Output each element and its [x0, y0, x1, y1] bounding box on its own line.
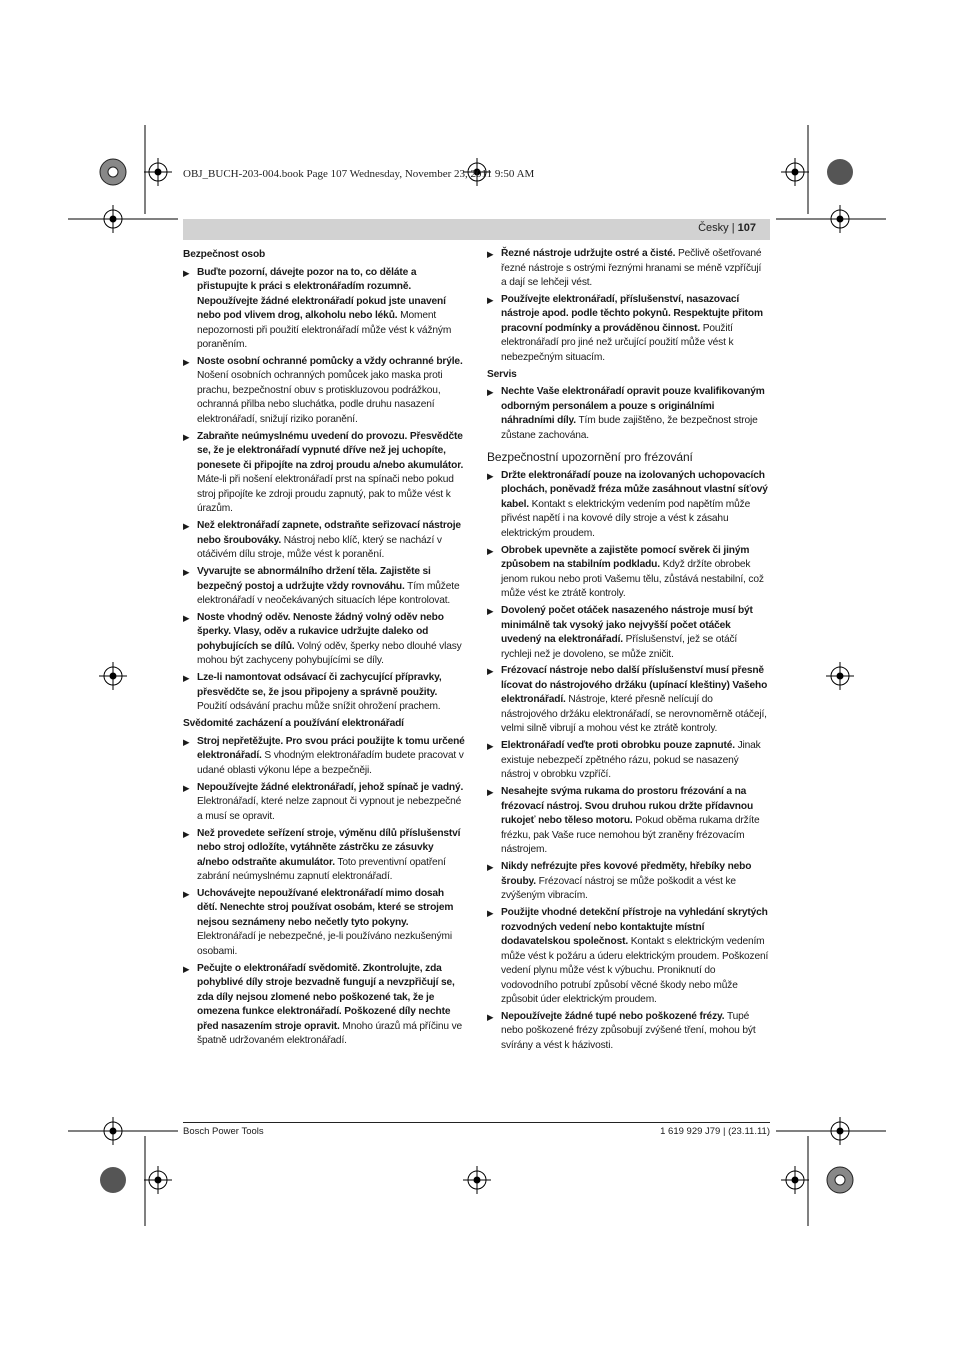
instruction-bold: Než elektronářadí zapnete, odstraňte seřizovací nástroje nebo šroubováky. [197, 520, 461, 546]
safety-instruction [183, 355, 465, 428]
right-column [487, 247, 769, 1056]
bullet-arrow-icon: ▶ [183, 828, 190, 839]
instruction-bold: Noste osobní ochranné pomůcky a vždy ochranné brýle. [197, 355, 463, 367]
instruction-text: Příslušenství, jež se otáčí rychleji než je dovoleno, se může zničit. [501, 634, 738, 660]
instruction-bold: Lze-li namontovat odsávací či zachycující přípravky, přesvědčte se, že jsou připojeny a správně použity. [197, 672, 442, 698]
bullet-arrow-icon: ▶ [183, 521, 190, 532]
instruction-bold: Nikdy nefrézujte přes kovové předměty, hřebíky nebo šrouby. [501, 861, 752, 887]
safety-instruction [487, 860, 769, 904]
header-language: Česky [698, 222, 729, 234]
instruction-bold: Nesahejte svýma rukama do prostoru frézování a na frézovací nástroj. Svou druhou rukou držte přídavnou rukojeť nebo těleso motoru. [501, 786, 754, 827]
instruction-bold: Buďte pozorní, dávejte pozor na to, co děláte a přistupujte k práci s elektronářadím rozumně. Nepoužívejte žádné elektronářadí pokud jste unavení nebo pod vlivem drog, alkoholu nebo léků. [197, 266, 446, 321]
footer-brand: Bosch Power Tools [183, 1126, 264, 1137]
safety-instruction [183, 519, 465, 563]
safety-instruction [487, 247, 769, 291]
header-separator: | [731, 222, 735, 234]
instruction-text: Kontakt s elektrickým vedením pod napětím může přivést napětí i na kovové díly stroje a vést k zásahu elektrickým proudem. [501, 498, 751, 539]
instruction-text: Tím bude zajištěno, že bezpečnost stroje zůstane zachována. [501, 415, 758, 441]
safety-instruction [487, 739, 769, 783]
instruction-text: Tupé nebo poškozené frézy způsobují zvýšené tření, mohou být svírány a vést k házivosti. [501, 1010, 756, 1051]
instruction-bold: Řezné nástroje udržujte ostré a čisté. [501, 248, 676, 259]
bullet-arrow-icon: ▶ [487, 606, 494, 617]
bullet-arrow-icon: ▶ [183, 782, 190, 793]
left-column [183, 247, 465, 1051]
safety-instruction [487, 785, 769, 858]
bullet-arrow-icon: ▶ [183, 963, 190, 974]
section-heading: Svědomité zacházení a používání elektronářadí [183, 718, 404, 730]
instruction-bold: Nechte Vaše elektronářadí opravit pouze kvalifikovaným odborným personálem a pouze s originálními náhradními díly. [501, 386, 765, 427]
bullet-arrow-icon: ▶ [487, 908, 494, 919]
instruction-text: Toto preventivní opatření zabrání neúmyslnému zapnutí elektronářadí. [197, 856, 446, 883]
bullet-arrow-icon: ▶ [183, 888, 190, 899]
section-heading: Bezpečnostní upozornění pro frézování [487, 450, 693, 465]
instruction-bold: Zabraňte neúmyslnému uvedení do provozu. Přesvědčte se, že je elektronářadí vypnuté dříve než jej uchopíte, ponesete či připojíte na zdroj proudu a/nebo akumulátor. [197, 430, 464, 471]
instruction-bold: Frézovací nástroje nebo další příslušenství musí přesně lícovat do nástrojového držáku (upínací kleštiny) Vašeho elektronářadí. [501, 665, 768, 706]
bullet-arrow-icon: ▶ [487, 470, 494, 481]
section-heading: Servis [487, 368, 517, 380]
bullet-arrow-icon: ▶ [487, 787, 494, 798]
safety-instruction [487, 293, 769, 366]
safety-instruction [487, 604, 769, 662]
instruction-text: Nošení osobních ochranných pomůcek jako maska proti prachu, bezpečnostní obuv s protiskluzovou podrážkou, ochranná přilba nebo sluchátka, podle druhu nasazení elektronářadí, snižují riziko poranění. [197, 370, 443, 425]
instruction-bold: Než provedete seřízení stroje, výměnu dílů příslušenství nebo stroj odložíte, vytáhněte zástrčku ze zásuvky a/nebo odstraňte akumulátor. [197, 827, 461, 868]
safety-instruction [183, 781, 465, 825]
instruction-text: Jinak existuje nebezpečí zpětného rázu, pokud se nasazený nástroj v obrobku vzpříčí. [501, 740, 761, 781]
page-number: 107 [737, 222, 756, 234]
instruction-text: Pokud oběma rukama držíte frézku, pak Vaše ruce nemohou být zraněny frézovacím nástrojem. [501, 815, 760, 856]
bullet-arrow-icon: ▶ [487, 741, 494, 752]
bullet-arrow-icon: ▶ [183, 267, 190, 278]
bullet-arrow-icon: ▶ [183, 567, 190, 578]
section-heading: Bezpečnost osob [183, 249, 266, 260]
instruction-text: Nástroje, které přesně nelícují do nástrojového držáku elektronářadí, se nerovnoměrně otáčejí, velmi silně vibrují a mohou vést ke ztrátě kontroly. [501, 694, 767, 735]
footer-rule [183, 1122, 770, 1123]
bullet-arrow-icon: ▶ [487, 666, 494, 677]
instruction-bold: Stroj nepřetěžujte. Pro svou práci použijte k tomu určené elektronářadí. [197, 735, 465, 762]
bullet-arrow-icon: ▶ [183, 673, 190, 684]
instruction-text: S vhodným elektronářadím budete pracovat v udané oblasti výkonu lépe a bezpečněji. [197, 750, 464, 776]
instruction-bold: Obrobek upevněte a zajistěte pomocí svěrek či jiným způsobem na stabilním podkladu. [501, 544, 750, 571]
instruction-text: Nástroj nebo klíč, který se nachází v otáčivém dílu stroje, může vést k poranění. [197, 534, 442, 561]
instruction-text: Máte-li při nošení elektronářadí prst na spínači nebo pokud stroj připojíte ke zdroji proudu zapnutý, pak to může vést k úrazům. [197, 474, 454, 515]
instruction-bold: Držte elektronářadí pouze na izolovaných uchopovacích plochách, poněvadž fréza může zasáhnout vlastní síťový kabel. [501, 469, 768, 510]
instruction-text: Elektronářadí je nebezpečné, je-li používáno nezkušenými osobami. [197, 931, 452, 957]
instruction-text: Tím můžete elektronářadí v neočekávaných situacích lépe kontrolovat. [197, 580, 460, 607]
bullet-arrow-icon: ▶ [487, 249, 494, 259]
instruction-bold: Noste vhodný oděv. Nenoste žádný volný oděv nebo šperky. Vlasy, oděv a rukavice udržujte daleko od pohybujících se dílů. [197, 611, 444, 652]
instruction-text: Pečlivě ošetřované řezné nástroje s ostrými řeznými hranami se méně vzpříčují a dají se lehčeji vést. [501, 248, 762, 288]
safety-instruction [183, 827, 465, 885]
safety-instruction [183, 565, 465, 609]
bullet-arrow-icon: ▶ [183, 612, 190, 623]
safety-instruction [487, 469, 769, 542]
safety-instruction [183, 266, 465, 353]
safety-instruction [183, 430, 465, 517]
instruction-text: Volný oděv, šperky nebo dlouhé vlasy mohou být zachyceny pohybujícími se díly. [197, 640, 462, 667]
bullet-arrow-icon: ▶ [487, 862, 494, 873]
instruction-bold: Nepoužívejte žádné elektronářadí, jehož spínač je vadný. [197, 781, 464, 793]
safety-instruction [183, 671, 465, 715]
safety-instruction [183, 611, 465, 669]
instruction-text: Moment nepozornosti při použití elektronářadí může vést k vážným poraněním. [197, 310, 452, 350]
bullet-arrow-icon: ▶ [487, 545, 494, 556]
safety-instruction [487, 544, 769, 602]
instruction-bold: Pečujte o elektronářadí svědomitě. Zkontrolujte, zda pohyblivé díly stroje bezvadně fungují a nevzpřičují se, zda díly nejsou zlomené nebo poškozené tak, že je omezena funkce elektronářadí. Poškozené díly nechte před nasazením stroje opravit. [197, 962, 455, 1032]
instruction-text: Frézovací nástroj se může poškodit a vést ke zvýšeným vibracím. [501, 875, 736, 902]
instruction-bold: Elektronářadí veďte proti obrobku pouze zapnuté. [501, 740, 735, 752]
safety-instruction [487, 385, 769, 443]
safety-instruction [487, 1010, 769, 1054]
instruction-text: Mnoho úrazů má příčinu ve špatně udržovaném elektronářadí. [197, 1020, 463, 1047]
page-header [183, 219, 770, 240]
bullet-arrow-icon: ▶ [183, 431, 190, 442]
instruction-text: Elektronářadí, které nelze zapnout či vypnout je nebezpečné a musí se opravit. [197, 796, 462, 822]
safety-instruction [183, 887, 465, 960]
safety-instruction [183, 962, 465, 1049]
bullet-arrow-icon: ▶ [183, 736, 190, 747]
instruction-text: Použití elektronářadí pro jiné než určující použití může vést k nebezpečným situacím. [501, 322, 734, 363]
instruction-text: Když držíte obrobek jenom rukou nebo proti Vašemu tělu, zůstává nestabilní, což může vést ke ztrátě kontroly. [501, 559, 764, 600]
bullet-arrow-icon: ▶ [183, 356, 190, 367]
safety-instruction [487, 664, 769, 737]
safety-instruction [183, 735, 465, 779]
instruction-bold: Dovolený počet otáček nasazeného nástroje musí být minimálně tak vysoký jako nejvyšší počet otáček uvedený na elektronářadí. [501, 605, 753, 646]
instruction-bold: Používejte elektronářadí, příslušenství, nasazovací nástroje apod. podle těchto pokynů. Respektujte přitom pracovní podmínky a prováděnou činnost. [501, 293, 763, 334]
bullet-arrow-icon: ▶ [487, 294, 494, 305]
print-info-line: OBJ_BUCH-203-004.book Page 107 Wednesday, November 23, 2011 9:50 AM [183, 168, 535, 180]
footer-doc-id: 1 619 929 J79 | (23.11.11) [660, 1126, 770, 1137]
instruction-bold: Použijte vhodné detekční přístroje na vyhledání skrytých rozvodných vedení nebo kontaktujte místní dodavatelskou společnost. [501, 907, 768, 948]
bullet-arrow-icon: ▶ [487, 1011, 494, 1022]
bullet-arrow-icon: ▶ [487, 387, 494, 398]
instruction-bold: Vyvarujte se abnormálního držení těla. Zajistěte si bezpečný postoj a udržujte vždy rovnováhu. [197, 566, 431, 592]
instruction-text: Použití odsávání prachu může snížit ohrožení prachem. [197, 701, 441, 713]
instruction-text: Kontakt s elektrickým vedením může vést k požáru a úderu elektrickým proudem. Poškození vedení plynu může vést k výbuchu. Proniknutí do vodovodního potrubí způsobí věcné škody nebo může způsobit úder elektrickým proudem. [501, 936, 769, 1006]
instruction-bold: Nepoužívejte žádné tupé nebo poškozené frézy. [501, 1010, 725, 1022]
header-text [698, 222, 756, 234]
instruction-bold: Uchovávejte nepoužívané elektronářadí mimo dosah dětí. Nenechte stroj používat osobám, které se strojem nejsou seznámeny nebo nečetly tyto pokyny. [197, 887, 454, 928]
safety-instruction [487, 906, 769, 1008]
